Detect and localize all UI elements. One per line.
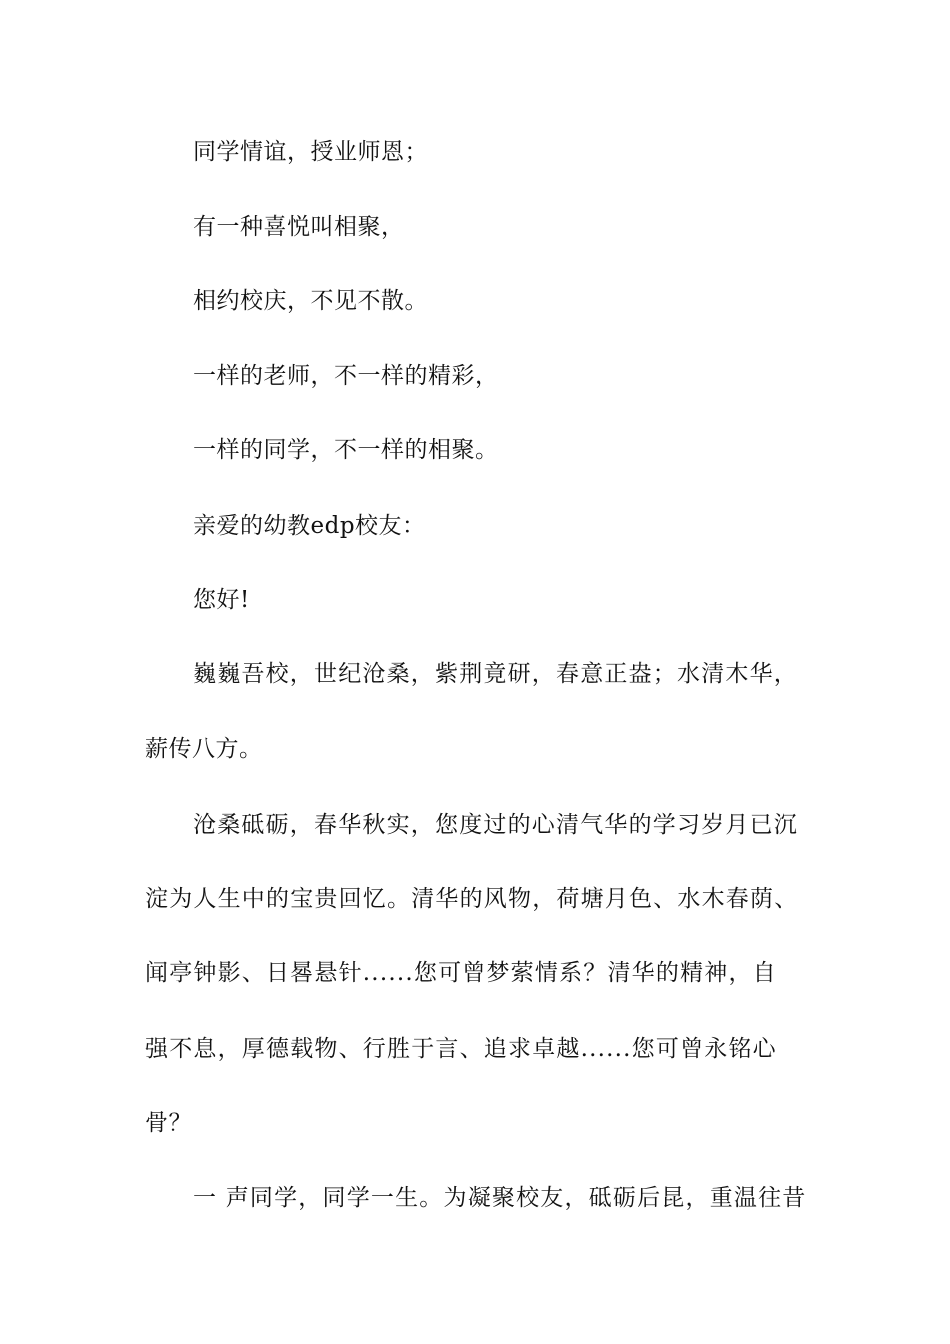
text-line: 有一种喜悦叫相聚， [193, 214, 405, 240]
text-line: 一 声同学，同学一生。为凝聚校友，砥砺后昆，重温往昔 [193, 1185, 807, 1211]
text-line: 骨？ [145, 1110, 192, 1136]
text-line: 闻亭钟影、日晷悬针......您可曾梦萦情系？清华的精神，自 [145, 960, 777, 986]
text-line: 薪传八方。 [145, 736, 263, 762]
text-line: 沧桑砥砺，春华秋实，您度过的心清气华的学习岁月已沉 [193, 812, 798, 838]
text-line: 同学情谊，授业师恩； [193, 139, 428, 165]
text-line: 您好! [193, 587, 250, 613]
text-line: 一样的同学，不一样的相聚。 [193, 437, 499, 463]
text-line: 淀为人生中的宝贵回忆。清华的风物，荷塘月色、水木春荫、 [145, 886, 799, 912]
text-line: 巍巍吾校，世纪沧桑，紫荆竟研，春意正盎；水清木华， [193, 661, 798, 687]
text-line: 亲爱的幼教edp校友： [193, 513, 426, 539]
text-line: 相约校庆，不见不散。 [193, 288, 428, 314]
text-line: 一样的老师，不一样的精彩， [193, 363, 499, 389]
text-line: 强不息，厚德载物、行胜于言、追求卓越......您可曾永铭心 [145, 1036, 777, 1062]
